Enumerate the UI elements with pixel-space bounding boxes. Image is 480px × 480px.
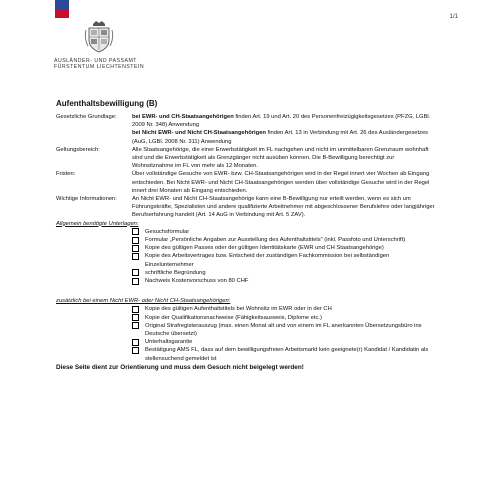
checklist-item-label: Gesuchsformular [145,228,190,235]
checklist-item-label: Unterhaltsgarantie [145,339,193,346]
checklist-item [132,338,436,346]
checkbox[interactable] [132,253,139,260]
field-label: Gesetzliche Grundlage: [56,114,117,120]
section-heading-general: Allgemein benötigte Unterlagen: [56,220,139,227]
field-value [132,146,436,171]
checklist-item-label: Kopie des Arbeitsvertrages bzw. Entscheid der zuständigen Fachkommission bei selbständigen Einzelunternehmer [145,253,390,268]
coat-of-arms-logo [84,20,114,53]
page-number: 1/1 [449,14,458,20]
checklist-item [132,252,436,268]
checklist-item [132,346,436,362]
checkbox[interactable] [132,339,139,346]
checklist-item-label: Kopie der Qualifikationsnachweise (Fähigkeitsausweis, Diplome etc.) [145,314,322,321]
field-value [132,113,436,146]
field-important-info [56,195,436,220]
checklist-item [132,322,436,338]
checklist-item [132,305,436,313]
field-deadlines [56,170,436,195]
footer-note: Diese Seite dient zur Orientierung und muss dem Gesuch nicht beigelegt werden! [56,363,304,371]
field-label: Wichtige Informationen: [56,196,117,203]
checklist-non-eea [56,305,436,362]
checklist-item [132,244,436,252]
liechtenstein-flag [55,0,69,18]
checkbox[interactable] [132,237,139,244]
checklist-item-label: Bestätigung AMS FL, dass auf dem bewilligungsfreien Arbeitsmarkt kein geeignete(r) Kandidat / Kandidatin als stellensuchend gemeldet ist [145,347,429,362]
checklist-item [132,236,436,244]
checkbox[interactable] [132,269,139,276]
checklist-item [132,277,436,285]
field-paragraph: Über vollständige Gesuche von EWR- bzw. CH-Staatsangehörigen wird in der Regel innert vier Wochen ab Eingang entschieden. Bei Nicht EWR- und Nicht CH-Staatsangehörigen werden über vollständige Gesuche wird in der Regel innert drei Monaten ab Eingang entschieden. [132,171,430,194]
checkbox[interactable] [132,314,139,321]
org-line-2: FÜRSTENTUM LIECHTENSTEIN [54,64,145,71]
field-paragraph: An Nicht EWR- und Nicht CH-Staatsangehörige kann eine B-Bewilligung nur erteilt werden, wenn es sich um Führungskräfte, Spezialisten und andere qualifizierte Arbeitnehmer mit abgeschlossener Berufslehre oder langjähriger Berufserfahrung handelt (Art. 14 AuG in Verbindung mit Art. 5 ZAV). [132,196,435,219]
checklist-item-label: schriftliche Begründung [145,269,206,276]
organization-name [54,58,144,71]
field-paragraph: bei EWR- und CH-Staatsangehörigen finden Art. 19 und Art. 20 des Personenfreizügigkeitsgesetzes (PFZG, LGBl. 2009 Nr. 348) Anwendung [132,114,431,129]
checklist-item-label: Nachweis Kostenvorschuss von 80 CHF [145,278,249,285]
checklist-item-label: Kopie des gültigen Passes oder der gültigen Identitätskarte (EWR und CH Staatsangehörige) [145,245,384,252]
checkbox[interactable] [132,228,139,235]
field-paragraph: bei Nicht EWR- und Nicht CH-Staatsangehörigen finden Art. 13 in Verbindung mit Art. 26 des Ausländergesetzes (AuG, LGBl. 2008 Nr. 311) Anwendung [132,130,429,145]
field-scope [56,146,436,171]
field-paragraph: Alle Staatsangehörige, die einer Erwerbstätigkeit im FL nachgehen und nicht im unmittelbaren Grenzraum wohnhaft sind und die Erwerbstätigkeit als Grenzgänger nicht ausüben können. Die B-Bewilligung berechtigt zur Wohnsitznahme im FL von mehr als 12 Monaten. [132,146,429,170]
flag-blue-band [55,0,69,9]
checklist-item-label: Formular „Persönliche Angaben zur Ausstellung des Aufenthaltstitels" (inkl. Passfoto und Unterschrift) [145,237,406,244]
checkbox[interactable] [132,347,139,354]
org-line-1: AUSLÄNDER- UND PASSAMT [54,58,137,64]
checklist-item-label: Original Strafregisterauszug (max. einen Monat alt und von einem im FL anerkannten Übersetzungsbüro ins Deutsche übersetzt) [145,322,422,338]
checklist-item [132,314,436,322]
checkbox[interactable] [132,306,139,313]
field-value [132,170,436,195]
checkbox[interactable] [132,278,139,285]
section-heading-non-eea: zusätzlich bei einem Nicht EWR- oder Nicht CH-Staatsangehörigen: [56,298,231,305]
flag-red-band [55,9,69,18]
field-value [132,195,436,220]
page-title: Aufenthaltsbewilligung (B) [56,99,158,108]
checklist-general [56,228,436,285]
checkbox[interactable] [132,245,139,252]
field-label: Fristen: [56,171,76,178]
field-legal-basis [56,113,436,146]
checklist-item [132,228,436,236]
checklist-item-label: Kopie des gültigen Aufenthaltstitels bei Wohnsitz im EWR oder in der CH [145,306,332,313]
checklist-item [132,269,436,277]
field-label: Geltungsbereich: [56,146,100,153]
document-body [56,113,436,372]
checkbox[interactable] [132,322,139,329]
